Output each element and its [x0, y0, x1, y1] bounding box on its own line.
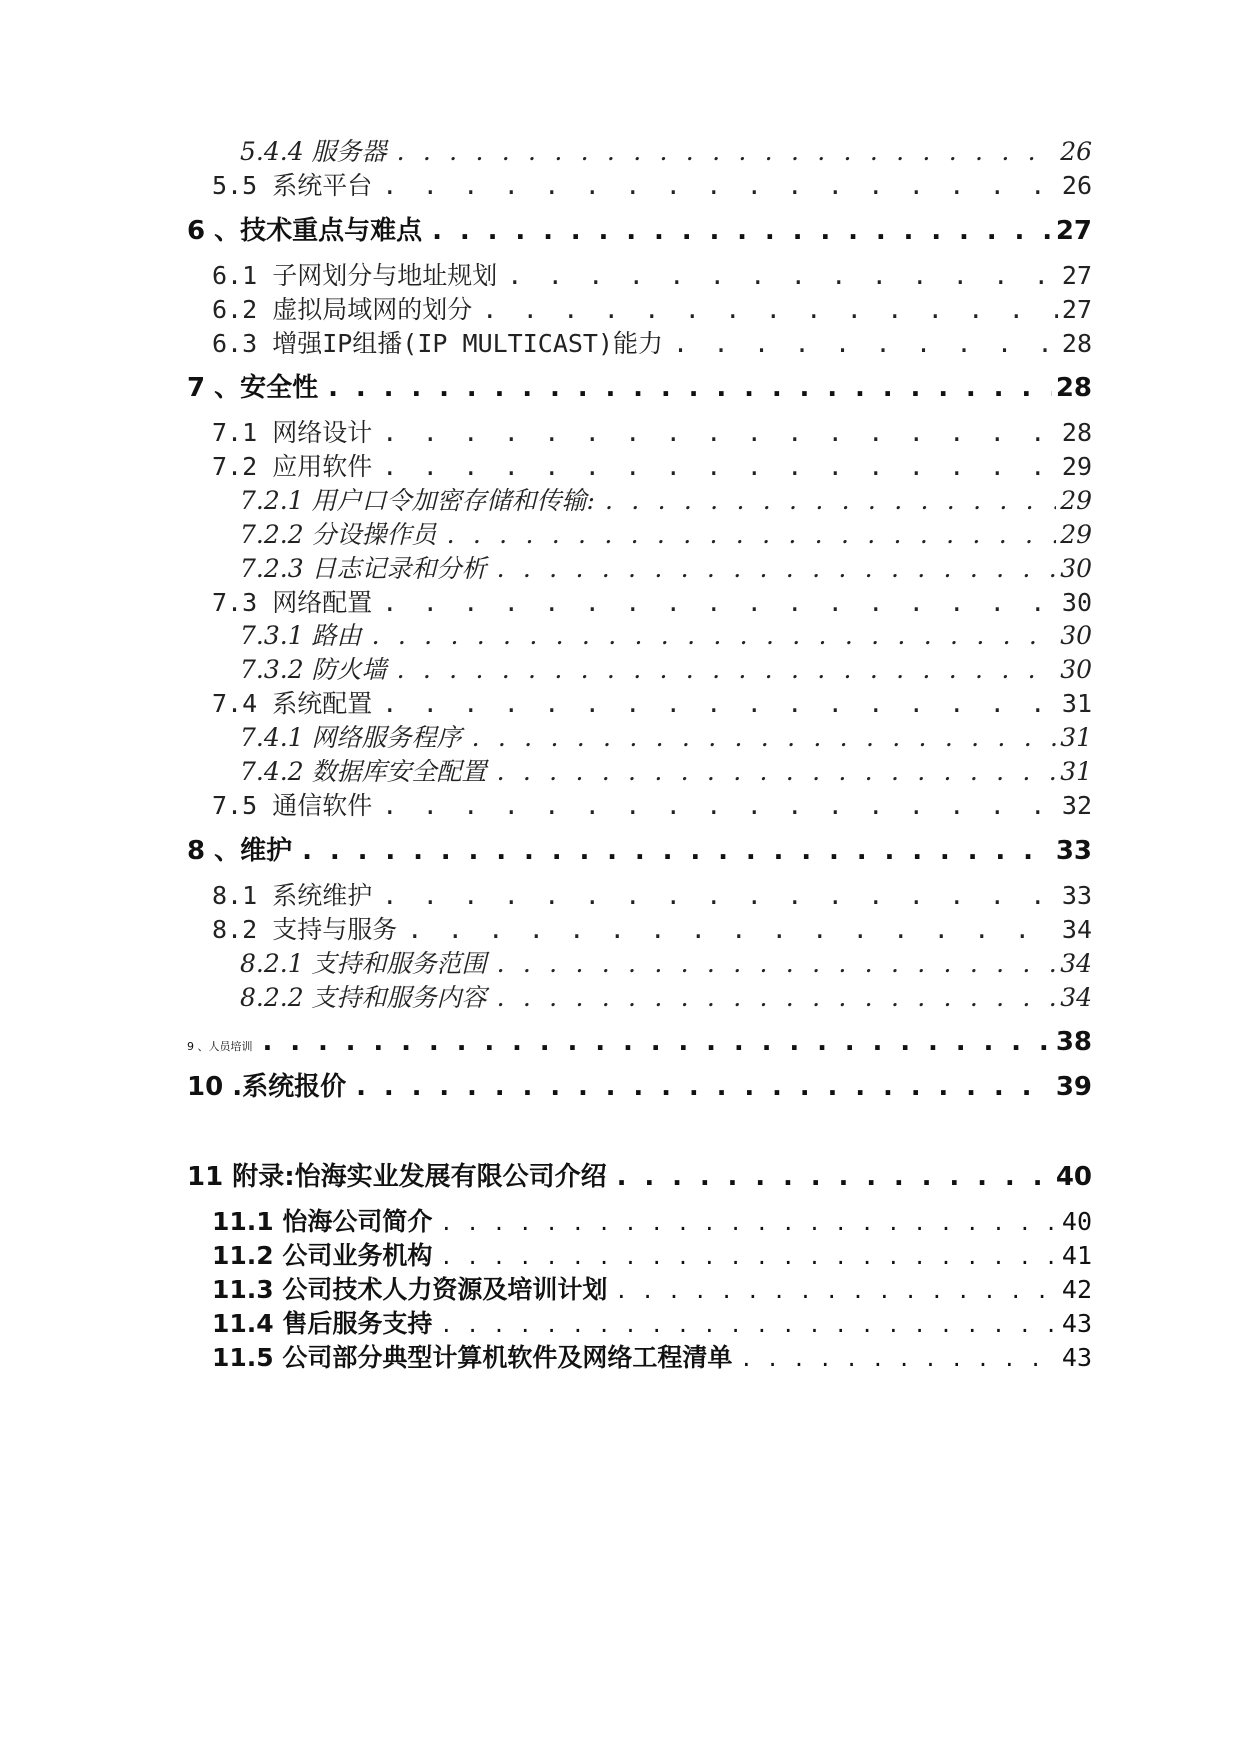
toc-entry-7-3-1[interactable]	[240, 619, 1092, 653]
dot-leader	[442, 1205, 1058, 1239]
toc-entry-label: 7.4.2 数据库安全配置	[240, 757, 487, 786]
toc-entry-label: 7.3.1 路由	[240, 621, 362, 650]
dot-leader	[372, 619, 1057, 653]
toc-entry-page: 28	[1061, 329, 1092, 358]
dot-leader	[742, 1341, 1058, 1375]
toc-entry-label: 10 .系统报价	[187, 1072, 347, 1102]
toc-entry-label: 11 附录:怡海实业发展有限公司介绍	[187, 1162, 607, 1192]
toc-entry-page: 34	[1060, 983, 1092, 1012]
dot-leader	[356, 1070, 1052, 1104]
dot-leader	[263, 1025, 1052, 1059]
toc-entry-11[interactable]	[187, 1160, 1092, 1194]
toc-entry-label: 7.2.1 用户口令加密存储和传输:	[240, 486, 595, 515]
toc-entry-label: 6.2 虚拟局域网的划分	[212, 295, 473, 324]
toc-entry-page: 40	[1055, 1162, 1092, 1192]
toc-entry-5-5[interactable]	[212, 169, 1092, 203]
toc-entry-page: 28	[1055, 373, 1092, 403]
dot-leader	[328, 371, 1052, 405]
dot-leader	[472, 721, 1057, 755]
dot-leader	[497, 552, 1057, 586]
toc-entry-page: 34	[1060, 949, 1092, 978]
toc-entry-page: 43	[1061, 1309, 1092, 1338]
dot-leader	[382, 416, 1058, 450]
toc-entry-6-2[interactable]	[212, 293, 1092, 327]
toc-entry-page: 29	[1061, 452, 1092, 481]
toc-entry-label: 8.2 支持与服务	[212, 915, 398, 944]
toc-entry-page: 31	[1060, 757, 1092, 786]
dot-leader	[432, 214, 1052, 248]
toc-entry-8-1[interactable]	[212, 879, 1092, 913]
dot-leader	[382, 586, 1058, 620]
toc-entry-label: 9 、人员培训	[187, 1040, 253, 1053]
dot-leader	[497, 981, 1057, 1015]
toc-entry-page: 27	[1061, 261, 1092, 290]
toc-entry-7-4-2[interactable]	[240, 755, 1092, 789]
toc-entry-page: 27	[1061, 295, 1092, 324]
dot-leader	[442, 1307, 1058, 1341]
dot-leader	[382, 879, 1058, 913]
dot-leader	[605, 484, 1056, 518]
toc-entry-7-2-3[interactable]	[240, 552, 1092, 586]
dot-leader	[407, 913, 1058, 947]
toc-entry-page: 30	[1060, 655, 1092, 684]
toc-entry-page: 30	[1060, 621, 1092, 650]
toc-entry-8-2-2[interactable]	[240, 981, 1092, 1015]
toc-entry-page: 41	[1061, 1241, 1092, 1270]
dot-leader	[617, 1160, 1052, 1194]
dot-leader	[482, 293, 1058, 327]
toc-entry-7-2[interactable]	[212, 450, 1092, 484]
toc-entry-9[interactable]	[187, 1025, 1092, 1059]
toc-entry-7-3[interactable]	[212, 586, 1092, 620]
toc-entry-7-3-2[interactable]	[240, 653, 1092, 687]
toc-entry-label: 11.3 公司技术人力资源及培训计划	[212, 1275, 608, 1304]
toc-entry-11-3[interactable]	[212, 1273, 1092, 1307]
toc-entry-7-2-2[interactable]	[240, 518, 1092, 552]
toc-entry-label: 8.2.1 支持和服务范围	[240, 949, 487, 978]
toc-entry-label: 6 、技术重点与难点	[187, 216, 423, 246]
toc-entry-label: 8.2.2 支持和服务内容	[240, 983, 487, 1012]
toc-entry-page: 26	[1061, 171, 1092, 200]
toc-entry-11-4[interactable]	[212, 1307, 1092, 1341]
toc-entry-7-4-1[interactable]	[240, 721, 1092, 755]
toc-entry-6-3[interactable]	[212, 327, 1092, 361]
toc-entry-page: 26	[1060, 137, 1092, 166]
dot-leader	[397, 653, 1057, 687]
toc-entry-page: 29	[1060, 486, 1092, 515]
toc-entry-page: 38	[1055, 1027, 1092, 1057]
toc-entry-11-2[interactable]	[212, 1239, 1092, 1273]
dot-leader	[497, 755, 1057, 789]
toc-entry-page: 33	[1055, 836, 1092, 866]
toc-entry-5-4-4[interactable]	[240, 135, 1092, 169]
toc-entry-page: 30	[1061, 588, 1092, 617]
toc-entry-6[interactable]	[187, 214, 1092, 248]
toc-entry-page: 28	[1061, 418, 1092, 447]
toc-entry-label: 7.5 通信软件	[212, 791, 373, 820]
toc-entry-7-4[interactable]	[212, 687, 1092, 721]
toc-entry-11-1[interactable]	[212, 1205, 1092, 1239]
dot-leader	[382, 450, 1058, 484]
toc-entry-7-2-1[interactable]	[240, 484, 1092, 518]
toc-entry-11-5[interactable]	[212, 1341, 1092, 1375]
toc-entry-label: 7.2.2 分设操作员	[240, 520, 437, 549]
dot-leader	[673, 327, 1058, 361]
dot-leader	[497, 947, 1057, 981]
toc-entry-label: 7.4.1 网络服务程序	[240, 723, 462, 752]
dot-leader	[447, 518, 1057, 552]
dot-leader	[382, 169, 1058, 203]
toc-entry-label: 7.1 网络设计	[212, 418, 373, 447]
toc-entry-label: 11.2 公司业务机构	[212, 1241, 433, 1270]
toc-entry-7-1[interactable]	[212, 416, 1092, 450]
toc-entry-8[interactable]	[187, 834, 1092, 868]
toc-entry-label: 7.3 网络配置	[212, 588, 373, 617]
toc-entry-page: 32	[1061, 791, 1092, 820]
toc-entry-label: 11.4 售后服务支持	[212, 1309, 433, 1338]
toc-entry-label: 7.2.3 日志记录和分析	[240, 554, 487, 583]
toc-entry-label: 7.4 系统配置	[212, 689, 373, 718]
toc-entry-page: 30	[1060, 554, 1092, 583]
dot-leader	[442, 1239, 1058, 1273]
toc-entry-label: 11.1 怡海公司简介	[212, 1207, 433, 1236]
toc-entry-page: 31	[1061, 689, 1092, 718]
toc-entry-label: 7.3.2 防火墙	[240, 655, 387, 684]
toc-entry-page: 29	[1060, 520, 1092, 549]
toc-entry-page: 33	[1061, 881, 1092, 910]
toc-entry-8-2[interactable]	[212, 913, 1092, 947]
toc-entry-label: 7.2 应用软件	[212, 452, 373, 481]
toc-entry-label: 8.1 系统维护	[212, 881, 373, 910]
toc-entry-label: 7 、安全性	[187, 373, 319, 403]
toc-entry-page: 43	[1061, 1343, 1092, 1372]
toc-entry-8-2-1[interactable]	[240, 947, 1092, 981]
toc-entry-page: 34	[1061, 915, 1092, 944]
toc-entry-page: 42	[1061, 1275, 1092, 1304]
toc-entry-page: 31	[1060, 723, 1092, 752]
dot-leader	[397, 135, 1057, 169]
toc-entry-page: 39	[1055, 1072, 1092, 1102]
dot-leader	[617, 1273, 1058, 1307]
dot-leader	[507, 259, 1058, 293]
toc-entry-10[interactable]	[187, 1070, 1092, 1104]
toc-entry-label: 5.5 系统平台	[212, 171, 373, 200]
dot-leader	[382, 687, 1058, 721]
toc-entry-6-1[interactable]	[212, 259, 1092, 293]
toc-entry-label: 11.5 公司部分典型计算机软件及网络工程清单	[212, 1343, 733, 1372]
toc-entry-label: 8 、维护	[187, 836, 293, 866]
toc-entry-7[interactable]	[187, 371, 1092, 405]
toc-entry-page: 40	[1061, 1207, 1092, 1236]
toc-entry-label: 6.3 增强IP组播(IP MULTICAST)能力	[212, 329, 664, 358]
dot-leader	[382, 789, 1058, 823]
dot-leader	[302, 834, 1052, 868]
toc-entry-label: 6.1 子网划分与地址规划	[212, 261, 498, 290]
toc-entry-page: 27	[1055, 216, 1092, 246]
toc-entry-7-5[interactable]	[212, 789, 1092, 823]
toc-entry-label: 5.4.4 服务器	[240, 137, 387, 166]
